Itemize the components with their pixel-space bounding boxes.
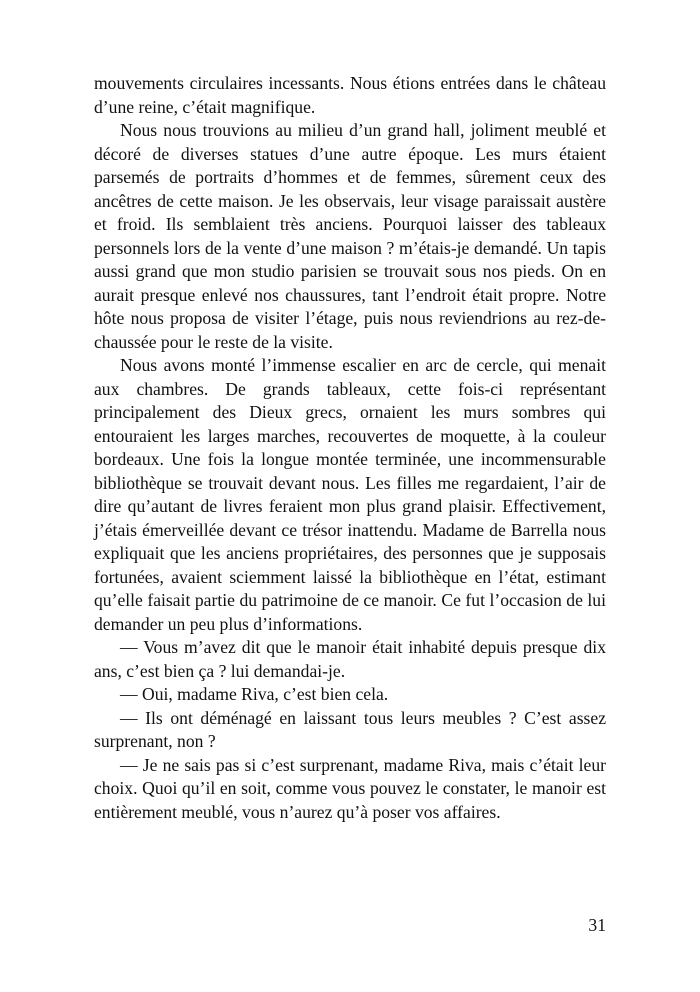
- dialogue-line: — Ils ont déménagé en laissant tous leurs meubles ? C’est assez surprenant, non ?: [94, 707, 606, 751]
- paragraph-grand-hall: Nous nous trouvions au milieu d’un grand hall, joliment meublé et décoré de diverses statues d’une autre époque. Les murs étaient parsemés de portraits d’hommes et de femmes, sûrement ceux des ancêtres de cette maison. Je les observais, leur visage paraissait austère et froid. Ils semblaient très anciens. Pourquoi laisser des tableaux personnels lors de la vente d’une maison ? m’étais-je demandé. Un tapis aussi grand que mon studio parisien se trouvait sous nos pieds. On en aurait presque enlevé nos chaussures, tant l’endroit était propre. Notre hôte nous proposa de visiter l’étage, puis nous reviendrions au rez-de-chaussée pour le reste de la visite.: [94, 120, 606, 352]
- page-number: 31: [588, 915, 606, 935]
- dialogue-line: — Je ne sais pas si c’est surprenant, madame Riva, mais c’était leur choix. Quoi qu’il en soit, comme vous pouvez le constater, le manoir est entièrement meublé, vous n’aurez qu’à poser vos affaires.: [94, 754, 606, 822]
- dialogue-line: — Oui, madame Riva, c’est bien cela.: [120, 684, 389, 704]
- paragraph-continuation: mouvements circulaires incessants. Nous étions entrées dans le château d’une reine, c’était magnifique.: [94, 73, 606, 117]
- dialogue-line: — Vous m’avez dit que le manoir était inhabité depuis presque dix ans, c’est bien ça ? lui demandai-je.: [94, 637, 606, 681]
- paragraph-escalier: Nous avons monté l’immense escalier en arc de cercle, qui menait aux chambres. De grands tableaux, cette fois-ci représentant principalement des Dieux grecs, ornaient les murs sombres qui entouraient les larges marches, recouvertes de moquette, à la couleur bordeaux. Une fois la longue montée terminée, une incommensurable bibliothèque se trouvait devant nous. Les filles me regardaient, l’air de dire qu’autant de livres feraient mon plus grand plaisir. Effectivement, j’étais émerveillée devant ce trésor inattendu. Madame de Barrella nous expliquait que les anciens propriétaires, des personnes que je supposais fortunées, avaient sciemment laissé la bibliothèque en l’état, estimant qu’elle faisait partie du patrimoine de ce manoir. Ce fut l’occasion de lui demander un peu plus d’informations.: [94, 355, 606, 634]
- body-text: [94, 72, 606, 824]
